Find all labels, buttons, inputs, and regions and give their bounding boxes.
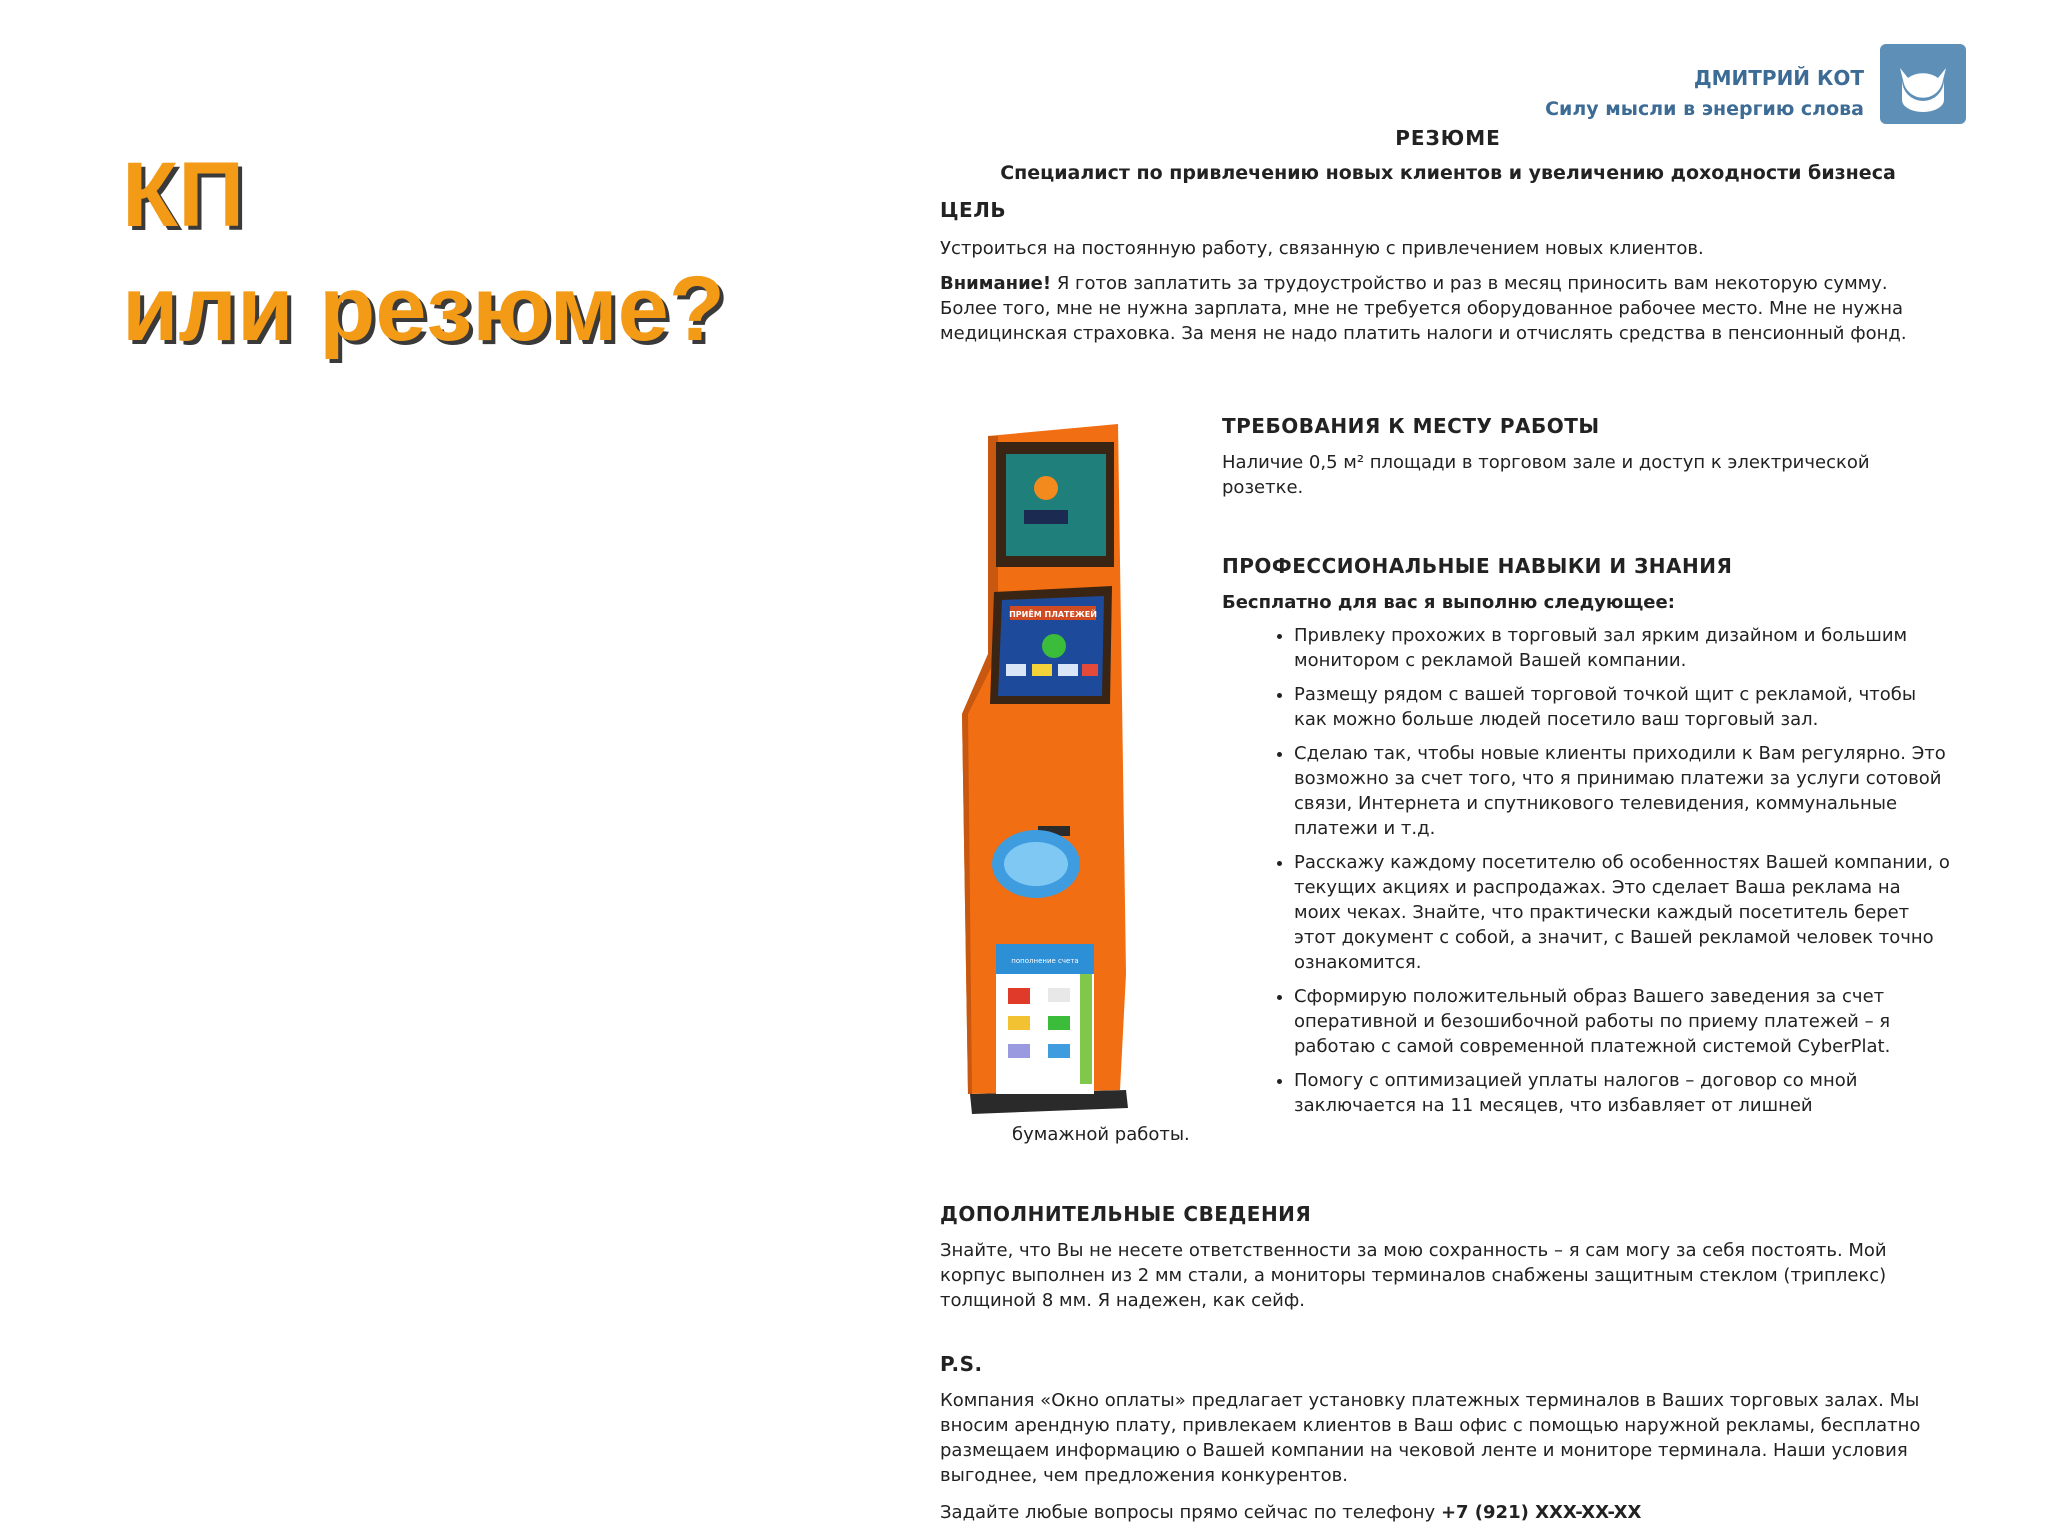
resume-document	[930, 30, 1966, 1536]
resume-subtitle: Специалист по привлечению новых клиентов и увеличению доходности бизнеса	[1000, 162, 1896, 184]
phone-prefix: Задайте любые вопросы прямо сейчас по телефону	[940, 1502, 1441, 1523]
requirements-text: Наличие 0,5 м² площади в торговом зале и доступ к электрической розетке.	[1222, 452, 1870, 498]
attention-text: Я готов заплатить за трудоустройство и раз в месяц приносить вам некоторую сумму. Более того, мне не нужна зарплата, мне не требуется оборудованное рабочее место. Мне не нужна медицинская страховка. За меня не надо платить налоги и отчислять средства в пенсионный фонд.	[940, 273, 1907, 344]
ps-text: Компания «Окно оплаты» предлагает установку платежных терминалов в Ваших торговых залах. Мы вносим арендную плату, привлекаем клиентов в Ваш офис с помощью наружной рекламы, бесплатно размещаем информацию о Вашей компании на чековой ленте и мониторе терминала. Наши условия выгоднее, чем предложения конкурентов.	[940, 1390, 1921, 1486]
goal-text: Устроиться на постоянную работу, связанную с привлечением новых клиентов.	[940, 238, 1704, 259]
brand-name: ДМИТРИЙ КОТ	[1693, 66, 1864, 90]
attention-label: Внимание!	[940, 273, 1052, 294]
extra-heading: ДОПОЛНИТЕЛЬНЫЕ СВЕДЕНИЯ	[940, 1202, 1312, 1226]
list-item: • Помогу с оптимизацией уплаты налогов – договор со мной заключается на 11 месяцев, что избавляет от лишней	[1294, 1068, 1952, 1118]
kiosk-sticker-text: пополнение счета	[1011, 957, 1079, 965]
list-item: • Привлеку прохожих в торговый зал ярким дизайном и большим монитором с рекламой Вашей компании.	[1294, 623, 1952, 673]
kiosk-caption: бумажной работы.	[1012, 1124, 1190, 1145]
resume-title: РЕЗЮМЕ	[1395, 126, 1501, 150]
ps-section	[940, 1352, 1950, 1525]
list-item: • Расскажу каждому посетителю об особенностях Вашей компании, о текущих акциях и распродажах. Это сделает Ваша реклама на моих чеках. Знайте, что практически каждый посетитель берет этот документ с собой, а значит, с Вашей рекламой человек точно ознакомится.	[1294, 850, 1952, 975]
skills-list	[1222, 623, 1952, 1118]
payment-terminal-image	[950, 414, 1130, 1116]
skills-heading: ПРОФЕССИОНАЛЬНЫЕ НАВЫКИ И ЗНАНИЯ	[1222, 554, 1733, 578]
kiosk-screen-text: ПРИЁМ ПЛАТЕЖЕЙ	[1009, 610, 1097, 619]
attention-paragraph	[940, 271, 1950, 346]
brand-header	[1545, 44, 1966, 124]
right-column	[1222, 414, 1952, 1127]
phone-number: +7 (921) XXX-XX-XX	[1440, 1502, 1642, 1523]
brand-tagline: Силу мысли в энергию слова	[1545, 98, 1864, 120]
cat-logo-icon	[1880, 44, 1966, 124]
slide-title-line-2: или резюме?	[122, 258, 725, 360]
phone-line	[940, 1500, 1950, 1525]
slide-title	[122, 138, 725, 366]
slide-title-line-1: КП	[122, 144, 245, 246]
goal-section	[940, 198, 1950, 346]
goal-heading: ЦЕЛЬ	[940, 198, 1007, 222]
skills-intro: Бесплатно для вас я выполню следующее:	[1222, 592, 1675, 613]
extra-info-section	[940, 1202, 1950, 1313]
requirements-heading: ТРЕБОВАНИЯ К МЕСТУ РАБОТЫ	[1222, 414, 1600, 438]
list-item: • Сформирую положительный образ Вашего заведения за счет оперативной и безошибочной работы по приему платежей – я работаю с самой современной платежной системой CyberPlat.	[1294, 984, 1952, 1059]
list-item: • Размещу рядом с вашей торговой точкой щит с рекламой, чтобы как можно больше людей посетило ваш торговый зал.	[1294, 682, 1952, 732]
ps-heading: P.S.	[940, 1352, 983, 1376]
list-item: • Сделаю так, чтобы новые клиенты приходили к Вам регулярно. Это возможно за счет того, что я принимаю платежи за услуги сотовой связи, Интернета и спутникового телевидения, коммунальные платежи и т.д.	[1294, 741, 1952, 841]
extra-text: Знайте, что Вы не несете ответственности за мою сохранность – я сам могу за себя постоять. Мой корпус выполнен из 2 мм стали, а мониторы терминалов снабжены защитным стеклом (триплекс) толщиной 8 мм. Я надежен, как сейф.	[940, 1240, 1887, 1311]
